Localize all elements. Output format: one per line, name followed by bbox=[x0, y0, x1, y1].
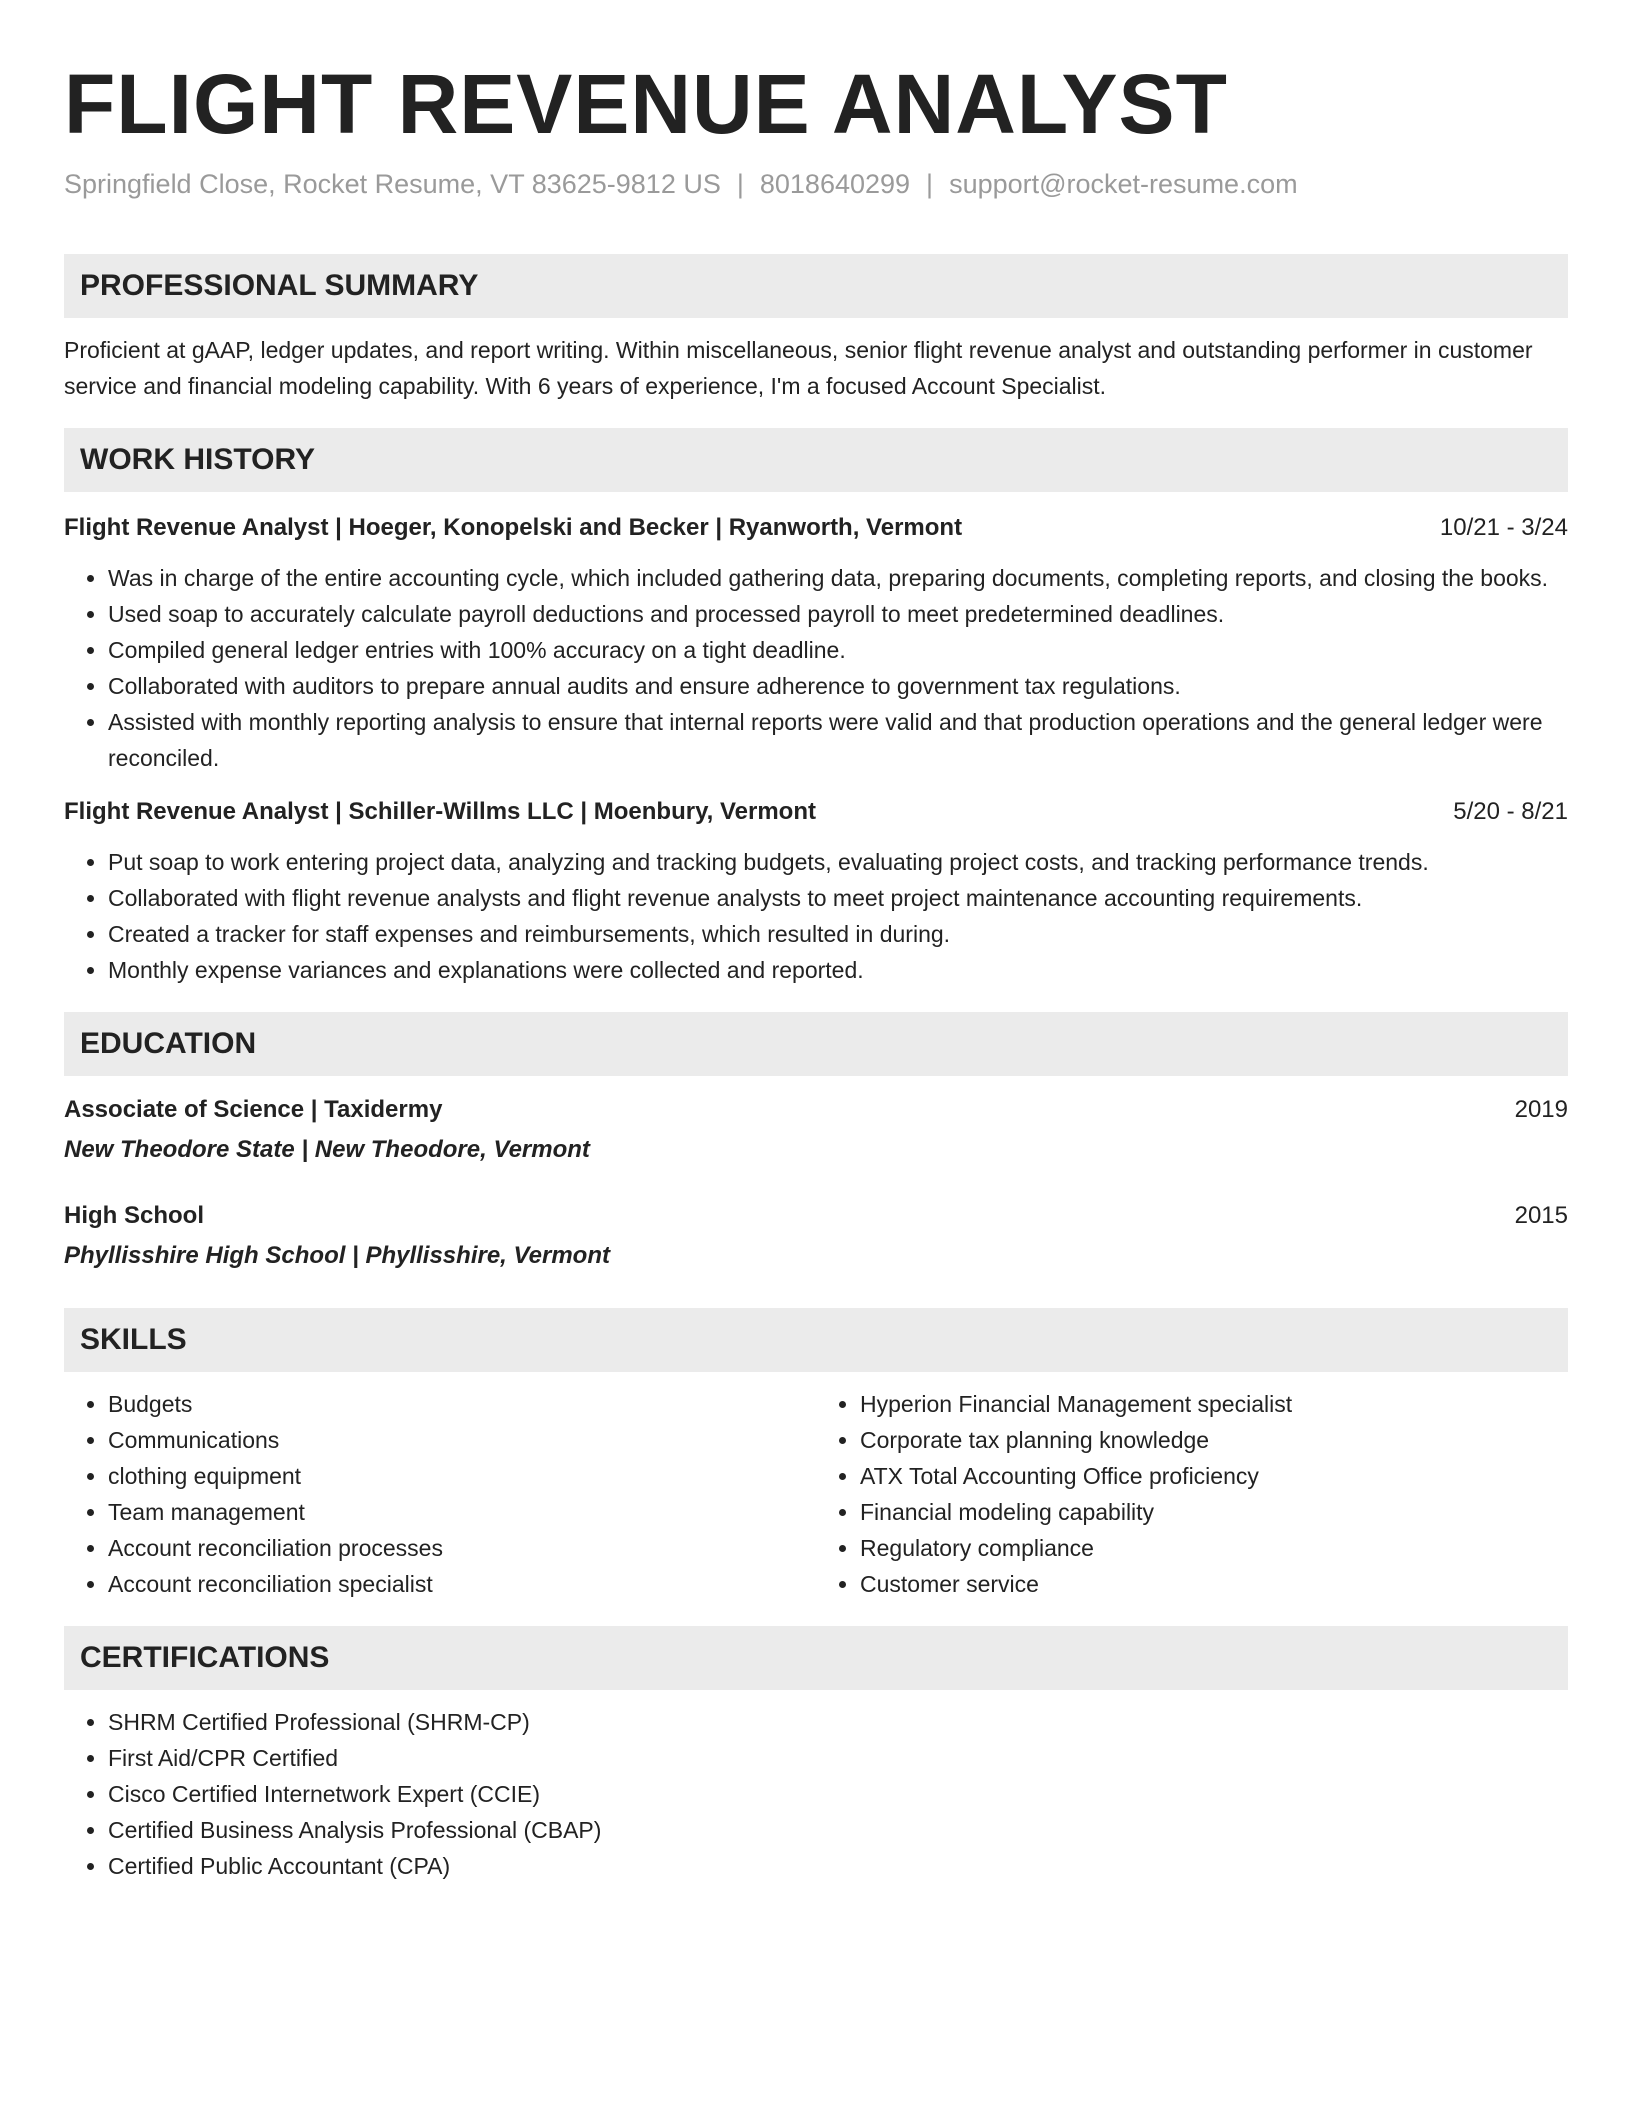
summary-text: Proficient at gAAP, ledger updates, and report writing. Within miscellaneous, senior flight revenue analyst and outstanding performer in customer service and financial modeling capability. With 6 years of experience, I'm a focused Account Specialist. bbox=[64, 337, 1533, 399]
job-entry bbox=[64, 794, 1568, 988]
skill-item: • Communications bbox=[108, 1422, 816, 1458]
skill-item: • clothing equipment bbox=[108, 1458, 816, 1494]
job-bullet: • Collaborated with auditors to prepare annual audits and ensure adherence to government tax regulations. bbox=[108, 668, 1568, 704]
job-bullet: • Compiled general ledger entries with 100% accuracy on a tight deadline. bbox=[108, 632, 1568, 668]
section-heading-summary: PROFESSIONAL SUMMARY bbox=[64, 254, 1568, 318]
job-header bbox=[64, 510, 1568, 546]
skill-item: • ATX Total Accounting Office proficiency bbox=[860, 1458, 1568, 1494]
education-degree: Associate of Science | Taxidermy bbox=[64, 1096, 443, 1123]
education-school: New Theodore State | New Theodore, Vermont bbox=[64, 1136, 590, 1163]
contact-separator: | bbox=[926, 169, 934, 199]
contact-line bbox=[64, 166, 1568, 202]
certification-item: • First Aid/CPR Certified bbox=[108, 1740, 1568, 1776]
education-year: 2019 bbox=[1514, 1096, 1568, 1123]
skill-item: • Regulatory compliance bbox=[860, 1530, 1568, 1566]
education-header bbox=[64, 1198, 1568, 1234]
job-title: Flight Revenue Analyst | Hoeger, Konopelski and Becker | Ryanworth, Vermont bbox=[64, 514, 963, 541]
certification-item: • Certified Business Analysis Professional (CBAP) bbox=[108, 1812, 1568, 1848]
skills-columns bbox=[64, 1386, 1568, 1602]
section-heading-certifications: CERTIFICATIONS bbox=[64, 1626, 1568, 1690]
job-bullet: • Collaborated with flight revenue analysts and flight revenue analysts to meet project maintenance accounting requirements. bbox=[108, 880, 1568, 916]
education-school: Phyllisshire High School | Phyllisshire, Vermont bbox=[64, 1242, 610, 1269]
skill-item: • Corporate tax planning knowledge bbox=[860, 1422, 1568, 1458]
skill-item: • Financial modeling capability bbox=[860, 1494, 1568, 1530]
section-heading-skills: SKILLS bbox=[64, 1308, 1568, 1372]
education-degree: High School bbox=[64, 1202, 204, 1229]
education-entry bbox=[64, 1198, 1568, 1274]
job-bullets bbox=[64, 560, 1568, 776]
job-entry bbox=[64, 510, 1568, 776]
job-header bbox=[64, 794, 1568, 830]
education-header bbox=[64, 1092, 1568, 1128]
contact-address: Springfield Close, Rocket Resume, VT 83625-9812 US bbox=[64, 169, 721, 199]
certifications-list bbox=[64, 1704, 1568, 1884]
skill-item: • Budgets bbox=[108, 1386, 816, 1422]
certification-item: • SHRM Certified Professional (SHRM-CP) bbox=[108, 1704, 1568, 1740]
certification-item: • Cisco Certified Internetwork Expert (CCIE) bbox=[108, 1776, 1568, 1812]
education-entry bbox=[64, 1092, 1568, 1168]
skill-item: • Customer service bbox=[860, 1566, 1568, 1602]
contact-email: support@rocket-resume.com bbox=[949, 169, 1298, 199]
certification-item: • Certified Public Accountant (CPA) bbox=[108, 1848, 1568, 1884]
skill-item: • Hyperion Financial Management specialist bbox=[860, 1386, 1568, 1422]
resume-name: FLIGHT REVENUE ANALYST bbox=[64, 57, 1228, 151]
job-bullet: • Put soap to work entering project data, analyzing and tracking budgets, evaluating project costs, and tracking performance trends. bbox=[108, 844, 1568, 880]
skills-list-left bbox=[64, 1386, 816, 1602]
job-bullet: • Created a tracker for staff expenses and reimbursements, which resulted in during. bbox=[108, 916, 1568, 952]
skill-item: • Account reconciliation specialist bbox=[108, 1566, 816, 1602]
section-heading-education: EDUCATION bbox=[64, 1012, 1568, 1076]
job-dates: 10/21 - 3/24 bbox=[1439, 514, 1568, 541]
skills-list-right bbox=[816, 1386, 1568, 1602]
job-bullet: • Was in charge of the entire accounting cycle, which included gathering data, preparing documents, completing reports, and closing the books. bbox=[108, 560, 1568, 596]
education-year: 2015 bbox=[1514, 1202, 1568, 1229]
job-bullets bbox=[64, 844, 1568, 988]
job-bullet: • Monthly expense variances and explanations were collected and reported. bbox=[108, 952, 1568, 988]
job-bullet: • Used soap to accurately calculate payroll deductions and processed payroll to meet predetermined deadlines. bbox=[108, 596, 1568, 632]
skill-item: • Team management bbox=[108, 1494, 816, 1530]
skill-item: • Account reconciliation processes bbox=[108, 1530, 816, 1566]
job-dates: 5/20 - 8/21 bbox=[1453, 798, 1568, 825]
job-title: Flight Revenue Analyst | Schiller-Willms LLC | Moenbury, Vermont bbox=[64, 798, 816, 825]
contact-separator: | bbox=[736, 169, 744, 199]
job-bullet: • Assisted with monthly reporting analysis to ensure that internal reports were valid and that production operations and the general ledger were reconciled. bbox=[108, 704, 1568, 776]
section-heading-work-history: WORK HISTORY bbox=[64, 428, 1568, 492]
contact-phone: 8018640299 bbox=[759, 169, 911, 199]
